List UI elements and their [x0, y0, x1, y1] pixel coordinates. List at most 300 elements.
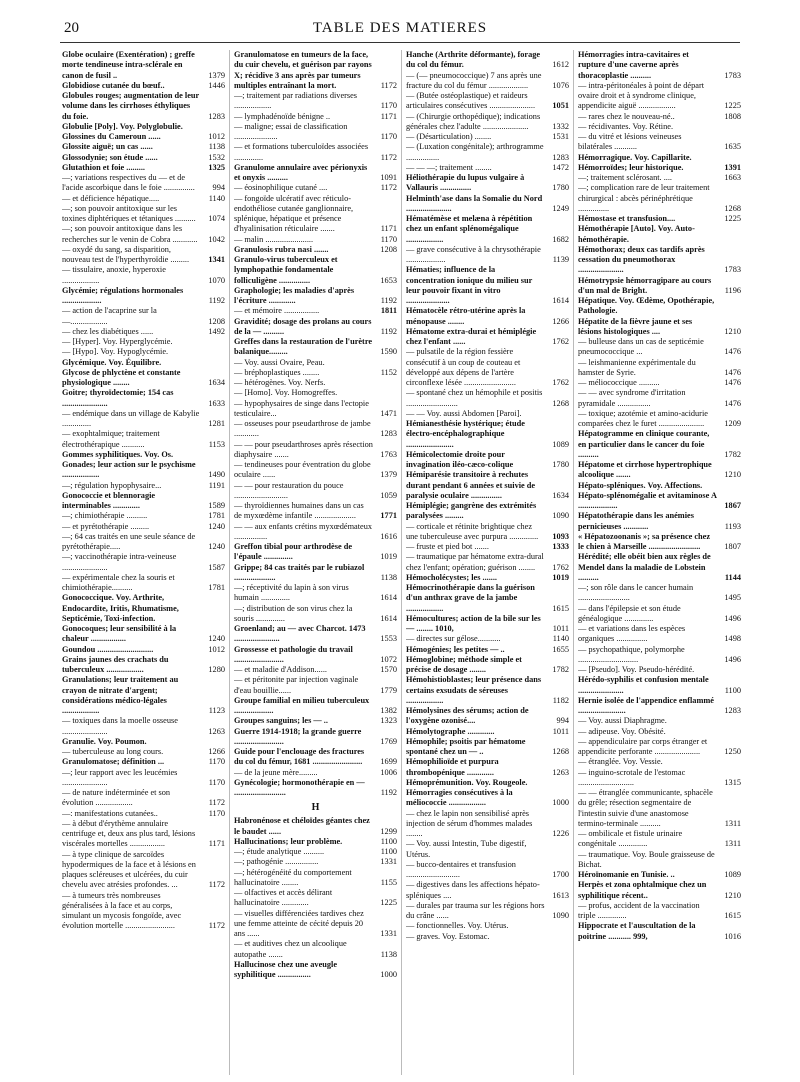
index-entry-heading: [578, 870, 741, 880]
page-reference: 1210: [724, 890, 741, 900]
index-entry-heading: [234, 727, 397, 748]
page-reference: 1016: [724, 931, 741, 941]
index-entry-heading: [62, 491, 225, 512]
page-reference: 1590: [380, 347, 397, 357]
index-subentry: [406, 347, 569, 388]
index-subentry: [62, 245, 225, 266]
index-subentry: [62, 788, 225, 809]
page-reference: 1138: [380, 949, 397, 959]
entry-text: Hépato-splénomégalie et avitaminose A ...................: [578, 490, 717, 510]
index-subentry: [578, 850, 741, 871]
entry-text: — [Homo]. Voy. Homogreffes.: [234, 388, 338, 398]
entry-text: Hémianesthésie hystérique; étude électro-encéphalographique .......................: [406, 419, 525, 449]
entry-text: — digestives dans les affections hépato-spléniques ....: [406, 880, 540, 900]
index-entry-heading: [234, 317, 397, 338]
entry-text: — spontané chez un hémophile et positis .........................: [406, 388, 543, 408]
entry-text: Hémorragies consécutives à la méliococcie ..................: [406, 788, 513, 808]
entry-text: Hépatothérapie dans les anémies pernicieuses ............: [578, 511, 694, 531]
entry-text: — et mémoire .................: [234, 306, 320, 316]
index-entry-heading: [234, 245, 397, 255]
index-subentry: [234, 399, 397, 420]
index-subentry: [234, 768, 397, 778]
index-subentry: [234, 183, 397, 193]
entry-text: —: manifestations cutanées..: [62, 808, 158, 818]
page-reference: 1476: [724, 378, 741, 387]
entry-text: — inguino-scrotale de l'estomac ...........................: [578, 767, 686, 787]
entry-text: Globulie [Poly]. Voy. Polyglobulie.: [62, 121, 183, 131]
index-subentry: [234, 909, 397, 940]
index-entry-heading: [62, 91, 225, 122]
page-reference: 1268: [552, 398, 569, 408]
entry-text: — [Hypo]. Voy. Hypoglycémie.: [62, 347, 169, 357]
entry-text: Greffon tibial pour arthrodèse de l'épaule ..............: [234, 542, 352, 562]
page-reference: 1471: [380, 408, 397, 418]
index-subentry: [234, 306, 397, 316]
entry-text: Gonococcie et blennoragie interminables .............: [62, 490, 156, 510]
entry-text: — expérimentale chez la souris et chimiothérapie..........: [62, 572, 175, 592]
entry-text: Hémorragique. Voy. Capillarite.: [578, 152, 692, 162]
index-entry-heading: [578, 276, 741, 297]
entry-text: Hérédité; elle obéit bien aux règles de Mendel dans la maladie de Lobstein ..........: [578, 552, 711, 582]
entry-text: — méliococcique ..........: [578, 378, 660, 387]
index-entry-heading: [234, 50, 397, 91]
entry-text: —; chimiothérapie ..........: [62, 511, 148, 521]
entry-text: Hémostase et transfusion....: [578, 214, 676, 223]
page-reference: 1763: [380, 449, 397, 459]
entry-text: Gonades; leur action sur le psychisme ..................: [62, 460, 196, 480]
page-reference: 1000: [552, 798, 569, 808]
entry-text: — tissulaire, anoxie, hyperoxie ..................: [62, 265, 166, 285]
page-reference: 1210: [724, 470, 741, 480]
page-number: 20: [64, 20, 79, 36]
entry-text: — grave consécutive à la chrysothérapie ...................: [406, 244, 541, 264]
index-subentry: [62, 532, 225, 553]
entry-text: —; son pouvoir antitoxique sur les toxines diphtériques et tétaniques ..........: [62, 203, 196, 223]
index-subentry: [578, 583, 741, 604]
index-subentry: [406, 409, 569, 419]
entry-text: —; complication rare de leur traitement chirurgical : abcès périnéphrétique ...............: [578, 183, 710, 213]
entry-text: — étranglée. Voy. Vessie.: [578, 757, 663, 767]
index-entry-heading: [234, 624, 397, 645]
page-reference: 1331: [380, 857, 397, 867]
index-subentry: [578, 173, 741, 183]
index-subentry: [406, 142, 569, 163]
page-reference: 1089: [552, 439, 569, 449]
page-reference: 1011: [552, 726, 569, 736]
entry-text: « Hépatozoonanis »; sa présence chez le chien à Marseille .........................: [578, 531, 711, 551]
index-subentry: [62, 409, 225, 430]
page-reference: 1782: [552, 665, 569, 674]
entry-text: Hématocèle rétro-utérine après la ménopause ........: [406, 306, 526, 326]
page-reference: 1283: [552, 152, 569, 162]
page-reference: 1170: [380, 101, 397, 111]
index-subentry: [234, 888, 397, 909]
page-reference: 1490: [208, 470, 225, 480]
entry-text: — — pour pseudarthroses après résection diaphysaire .......: [234, 439, 373, 459]
index-entry-heading: [406, 655, 569, 676]
page-reference: 1782: [724, 449, 741, 459]
index-entry-heading: [578, 224, 741, 245]
entry-text: Goitre; thyroïdectomie; 154 cas ......................: [62, 388, 174, 408]
index-entry-heading: [406, 583, 569, 614]
entry-text: Glossite aiguë; un cas ......: [62, 142, 153, 152]
index-entry-heading: [234, 960, 397, 981]
index-entry-heading: [62, 593, 225, 624]
entry-text: —; étude analytique ..........: [234, 847, 325, 856]
page-reference: 1059: [380, 490, 397, 500]
entry-text: Granulie. Voy. Poumon.: [62, 736, 147, 746]
entry-text: — de la jeune mère.........: [234, 767, 318, 777]
index-entry-heading: [406, 706, 569, 727]
entry-text: — visuelles différenciées tardives chez une femme atteinte de cécité depuis 20 ans ......: [234, 908, 364, 938]
entry-text: Gonocoques; leur sensibilité à la chaleur .................: [62, 624, 177, 644]
index-subentry: [234, 939, 397, 960]
entry-text: — Voy. aussi Ovaire, Peau.: [234, 357, 325, 367]
index-entry-heading: [578, 552, 741, 583]
page-reference: 1171: [380, 111, 397, 121]
index-entry-heading: [62, 153, 225, 163]
index-entry-heading: [406, 306, 569, 327]
index-subentry: [62, 716, 225, 737]
index-subentry: [234, 112, 397, 122]
index-subentry: [406, 542, 569, 552]
page-reference: 1172: [208, 798, 225, 808]
page-reference: 994: [556, 716, 569, 726]
entry-text: Hépatite de la fièvre jaune et ses lésions histologiques ....: [578, 316, 693, 336]
index-subentry: [234, 194, 397, 235]
index-subentry: [62, 850, 225, 891]
entry-text: Hépatique. Voy. Œdème, Opothérapie, Pathologie.: [578, 296, 715, 316]
entry-text: Hémothérapie [Auto]. Voy. Auto-hémothérapie.: [578, 224, 695, 244]
entry-text: Hémorroïdes; leur historique.: [578, 162, 684, 172]
entry-text: Groupe familial en milieu tuberculeux ...................: [234, 695, 370, 715]
index-entry-heading: [578, 491, 741, 512]
index-subentry: [406, 634, 569, 644]
index-subentry: [62, 891, 225, 932]
index-subentry: [62, 522, 225, 532]
entry-text: Grains jaunes des crachats du tuberculeux ..................: [62, 654, 169, 674]
page-reference: 1208: [380, 244, 397, 254]
page-reference: 1283: [208, 111, 225, 121]
page-reference: 1089: [724, 870, 741, 879]
page-reference: 1614: [380, 613, 397, 623]
page-reference: 1171: [208, 839, 225, 849]
page-reference: 1172: [208, 921, 225, 931]
entry-text: — pulsatile de la région fessière consécutif à un coup de couteau et développé aux dépens de l'artère circonflexe lésée .........................: [406, 347, 521, 387]
entry-text: Groenland; au — avec Charcot. 1473 ......................: [234, 624, 366, 644]
index-subentry: [62, 306, 225, 327]
index-entry-heading: [62, 757, 225, 767]
index-subentry: [406, 921, 569, 931]
index-subentry: [578, 122, 741, 132]
index-subentry: [406, 112, 569, 133]
index-subentry: [578, 358, 741, 379]
entry-text: Granulomatose; définition ...: [62, 757, 165, 767]
entry-text: Héliothérapie du lupus vulgaire à Vallauris ...............: [406, 173, 525, 193]
entry-text: — graves. Voy. Estomac.: [406, 931, 490, 941]
page-reference: 1193: [724, 521, 741, 531]
page-reference: 1280: [208, 665, 225, 674]
page-reference: 1682: [552, 234, 569, 244]
page-reference: 1633: [208, 398, 225, 408]
index-entry-heading: [578, 696, 741, 717]
page-reference: 1196: [724, 285, 741, 295]
page-reference: 1570: [380, 665, 397, 674]
index-entry-heading: [578, 163, 741, 173]
page-reference: 1153: [208, 439, 225, 449]
index-entry-heading: [406, 265, 569, 306]
page-reference: 1240: [208, 634, 225, 644]
index-subentry: [578, 337, 741, 358]
page-reference: 1170: [208, 777, 225, 787]
page-reference: 1762: [552, 378, 569, 387]
entry-text: Helminth'ase dans la Somalie du Nord ......................: [406, 193, 543, 213]
page-reference: 1325: [208, 162, 225, 172]
page-reference: 1090: [552, 911, 569, 920]
entry-text: Hémophilioïde et purpura thrombopénique .............: [406, 757, 499, 777]
index-subentry: [234, 378, 397, 388]
page-reference: 1070: [208, 275, 225, 285]
entry-text: Hémocrinothérapie dans la guérison d'un anthrax grave de la jambe ..................: [406, 583, 535, 613]
page-reference: 1634: [208, 378, 225, 387]
page-reference: 1331: [380, 929, 397, 938]
index-entry-heading: [62, 368, 225, 389]
index-entry-heading: [578, 921, 741, 942]
index-entry-heading: [406, 573, 569, 583]
index-entry-heading: [62, 132, 225, 142]
page-reference: 1283: [380, 429, 397, 439]
entry-text: — (Butée ostéoplastique) et raideurs articulaires consécutives ......................: [406, 91, 536, 111]
page-reference: 1192: [380, 296, 397, 305]
page-reference: 1807: [724, 542, 741, 551]
column-divider: [401, 50, 402, 1075]
index-subentry: [578, 788, 741, 829]
index-column-3: [406, 50, 569, 1075]
entry-text: Glossodynie; son étude ......: [62, 152, 158, 162]
entry-text: — durales par trauma sur les régions hors du crâne ......: [406, 900, 545, 920]
entry-text: Graphologie; les maladies d'après l'écriture .............: [234, 285, 355, 305]
index-subentry: [578, 757, 741, 767]
page-reference: 1783: [724, 70, 741, 80]
entry-text: Gonococcique. Voy. Arthrite, Endocardite, Iritis, Rhumatisme, Septicémie, Toxi-infection.: [62, 593, 179, 623]
entry-text: Hémothorax; deux cas tardifs après cessation du pneumothorax ......................: [578, 244, 705, 275]
index-entry-heading: [62, 675, 225, 716]
index-subentry: [234, 368, 397, 378]
entry-text: — psychopathique, polymorphe .............................: [578, 644, 685, 664]
entry-text: — — —; traitement ........: [406, 162, 492, 172]
entry-text: Hémotrypsie hémorragipare au cours d'un mal de Bright.: [578, 275, 712, 295]
entry-text: Hippocrate et l'auscultation de la poitrine ........... 999,: [578, 921, 696, 941]
index-entry-heading: [234, 337, 397, 358]
entry-text: Hépatogramme en clinique courante, en particulier dans le cancer du foie ..........: [578, 429, 710, 459]
entry-text: Guerre 1914-1918; la grande guerre ........................: [234, 726, 362, 746]
entry-text: — et maladie d'Addison......: [234, 665, 327, 674]
index-entry-heading: [62, 655, 225, 676]
index-entry-heading: [406, 214, 569, 245]
entry-text: —; son pouvoir antitoxique dans les recherches sur le venin de Cobra ............: [62, 224, 198, 244]
entry-text: Hémiparésie transitoire à rechutes durant pendant 6 années et suivie de paralysie oculaire ...............: [406, 470, 536, 500]
entry-text: — et déficience hépatique.....: [62, 193, 160, 203]
index-entry-heading: [234, 816, 397, 837]
page-reference: 1323: [380, 716, 397, 726]
index-subentry: [234, 358, 397, 368]
index-entry-heading: [578, 296, 741, 317]
entry-text: — ombilicale et fistule urinaire congénitale ..............: [578, 829, 683, 849]
page-reference: 1382: [380, 706, 397, 715]
index-entry-heading: [62, 142, 225, 152]
page-reference: 1614: [380, 593, 397, 603]
entry-text: — corticale et rétinite brightique chez une tuberculeuse avec purpura ..............: [406, 521, 539, 541]
page-reference: 1170: [208, 808, 225, 818]
index-entry-heading: [234, 163, 397, 184]
entry-text: — et variations dans les espèces organiques ...............: [578, 624, 686, 644]
index-subentry: [62, 552, 225, 573]
entry-text: —; régulation hypophysaire...: [62, 480, 162, 490]
entry-text: — exophtalmique; traitement électrothérapique ...........: [62, 429, 160, 449]
page-reference: 1172: [380, 183, 397, 193]
entry-text: — éosinophilique cutané ....: [234, 183, 328, 193]
page-reference: 1496: [724, 613, 741, 623]
entry-text: — récidivantes. Voy. Rétine.: [578, 121, 674, 131]
index-entry-heading: [406, 50, 569, 71]
index-subentry: [406, 163, 569, 173]
index-subentry: [234, 675, 397, 696]
page-reference: 1012: [208, 644, 225, 654]
index-subentry: [406, 880, 569, 901]
index-subentry: [406, 91, 569, 112]
entry-text: — action de l'acaprine sur la —..................: [62, 306, 157, 326]
entry-text: — Voy. aussi Intestin, Tube digestif, Utérus.: [406, 839, 527, 859]
page-reference: 1700: [552, 870, 569, 879]
index-subentry: [406, 522, 569, 543]
page-reference: 1616: [380, 531, 397, 541]
entry-text: — bréphoplastiques ........: [234, 367, 320, 377]
entry-text: Hérédo-syphilis et confusion mentale ......................: [578, 675, 709, 695]
page-reference: 1090: [552, 511, 569, 521]
entry-text: Gravidité; dosage des prolans au cours de la — ..........: [234, 316, 372, 336]
entry-text: — — étranglée communicante, sphacèle du grêle; résection segmentaire de l'intestin suivie d'une anastomose termino-terminale ..........: [578, 788, 713, 828]
page-reference: 1762: [552, 337, 569, 346]
index-entry-heading: [406, 450, 569, 471]
page-reference: 1100: [380, 836, 397, 846]
entry-text: — (Chirurgie orthopédique); indications générales chez l'adulte ......................: [406, 111, 541, 131]
page-reference: 1140: [208, 193, 225, 203]
page-reference: 1496: [724, 654, 741, 664]
page-reference: 1663: [724, 173, 741, 182]
index-subentry: [578, 112, 741, 122]
entry-text: Glycémique. Voy. Équilibre.: [62, 357, 162, 367]
index-entry-heading: [406, 645, 569, 655]
index-subentry: [578, 624, 741, 645]
page-reference: 1011: [552, 624, 569, 633]
index-entry-heading: [578, 245, 741, 276]
page-reference: 1299: [380, 826, 397, 836]
index-subentry: [62, 768, 225, 789]
page-reference: 1612: [552, 60, 569, 70]
page-reference: 1653: [380, 275, 397, 285]
entry-text: —; hétérogénéité du comportement hallucinatoire ........: [234, 867, 352, 887]
entry-text: — (Désarticulation) ........: [406, 132, 492, 141]
entry-text: —; leur rapport avec les leucémies ......................: [62, 767, 178, 787]
entry-text: — — aux enfants crétins myxœdémateux ................: [234, 521, 373, 541]
entry-text: —; 64 cas traités en une seule séance de pyrétothérapie.....: [62, 531, 196, 551]
page-reference: 1172: [380, 80, 397, 90]
page-reference: 1476: [724, 367, 741, 377]
page-reference: 1100: [724, 685, 741, 695]
entry-text: Hernie isolée de l'appendice enflammé .......................: [578, 695, 714, 715]
page-reference: 1492: [208, 326, 225, 336]
index-entry-heading: [578, 880, 741, 901]
entry-text: — — avec syndrome d'irritation pyramidale ................: [578, 388, 686, 408]
page-reference: 1138: [208, 142, 225, 152]
index-subentry: [406, 809, 569, 840]
entry-text: — olfactives et accès délirant hallucinatoire .............: [234, 888, 333, 908]
index-subentry: [234, 388, 397, 398]
index-subentry: [234, 142, 397, 163]
page-reference: 1006: [380, 767, 397, 777]
index-subentry: [578, 388, 741, 409]
page-reference: 1192: [380, 326, 397, 336]
entry-text: — et pyrétothérapie .........: [62, 521, 150, 531]
entry-text: — osseuses pour pseudarthrose de jambe ............: [234, 419, 371, 439]
index-entry-heading: [406, 419, 569, 450]
index-entry-heading: [578, 511, 741, 532]
index-entry-heading: [578, 675, 741, 696]
index-subentry: [234, 501, 397, 522]
page-reference: 1123: [208, 706, 225, 715]
entry-text: —; distribution de son virus chez la souris ..............: [234, 603, 353, 623]
entry-text: — chez les diabétiques ......: [62, 326, 154, 336]
entry-text: Hémicolectomie droite pour invagination iléo-cæco-colique: [406, 449, 514, 469]
page-reference: 1614: [552, 296, 569, 305]
index-subentry: [578, 183, 741, 214]
page-reference: 1808: [724, 111, 741, 121]
entry-text: Gommes syphilitiques. Voy. Os.: [62, 449, 174, 459]
entry-text: Grossesse et pathologie du travail ........................: [234, 644, 353, 664]
column-divider: [229, 50, 230, 1075]
page-reference: 1172: [380, 152, 397, 162]
index-subentry: [234, 847, 397, 857]
index-subentry: [406, 932, 569, 942]
page-reference: 1240: [208, 521, 225, 531]
index-entry-heading: [406, 727, 569, 737]
entry-text: —; réceptivité du lapin à son virus humain ..............: [234, 583, 349, 603]
entry-text: — fonctionnelles. Voy. Utérus.: [406, 921, 509, 931]
entry-text: Granulations; leur traitement au crayon de nitrate d'argent; considérations médico-légales ..................: [62, 675, 179, 715]
index-entry-heading: [234, 747, 397, 768]
page-reference: 1333: [552, 542, 569, 551]
section-letter: H: [311, 802, 320, 814]
entry-text: Glycose de phlyctène et constante physiologique ........: [62, 367, 181, 387]
index-subentry: [406, 71, 569, 92]
entry-text: — du vitré et lésions veineuses bilatérales ...........: [578, 132, 682, 152]
page-reference: 1263: [208, 726, 225, 736]
index-entry-heading: [406, 737, 569, 758]
page-reference: 1268: [552, 747, 569, 756]
entry-text: — adipeuse. Voy. Obésité.: [578, 726, 666, 736]
page-reference: 1615: [724, 911, 741, 920]
entry-text: Hémogénies; les petites — ..: [406, 644, 505, 654]
page-reference: 1072: [380, 654, 397, 664]
index-subentry: [578, 409, 741, 430]
page-reference: 1781: [208, 583, 225, 592]
index-subentry: [62, 429, 225, 450]
entry-text: —; pathogénie ................: [234, 857, 319, 867]
index-subentry: [234, 522, 397, 543]
index-entry-heading: [578, 317, 741, 338]
entry-text: Hémohistioblastes; leur présence dans certains exsudats de séreuses ..................: [406, 675, 542, 705]
page-reference: 1225: [380, 898, 397, 908]
